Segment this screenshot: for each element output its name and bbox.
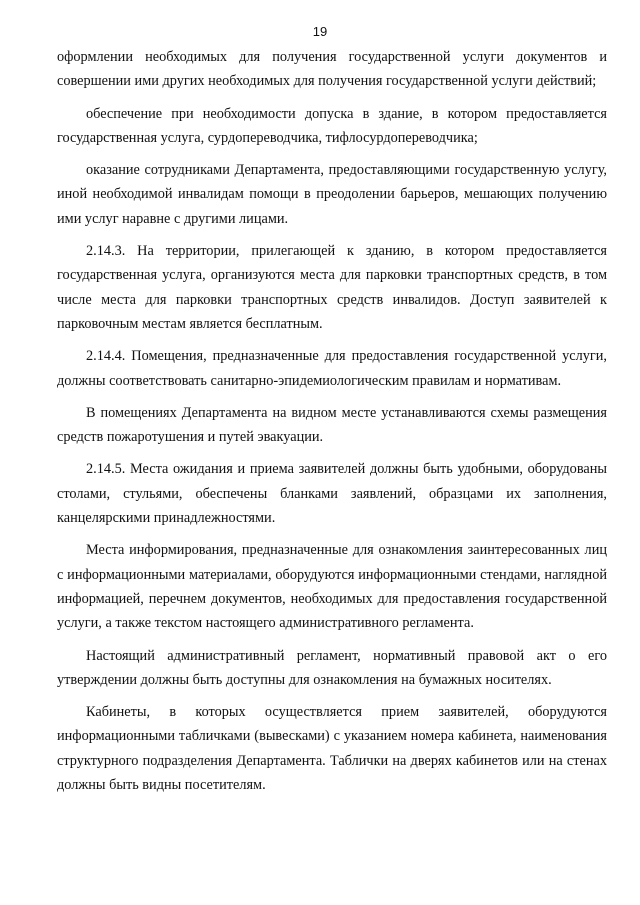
paragraph: обеспечение при необходимости допуска в здание, в котором предоставляется государственная услуга, сурдопереводчика, тифлосурдопереводчика;: [57, 105, 607, 146]
paragraph: В помещениях Департамента на видном месте устанавливаются схемы размещения средств пожаротушения и путей эвакуации.: [57, 404, 607, 446]
paragraph: оформлении необходимых для получения государственной услуги документов и совершении ими других необходимых для получения государственной услуги действий;: [57, 49, 607, 90]
paragraph: Кабинеты, в которых осуществляется прием заявителей, оборудуются информационными табличками (вывесками) с указанием номера кабинета, наименования структурного подразделения Департамента. Таблички на дверях кабинетов или на стенах должны быть видны посетителям.: [57, 704, 607, 794]
paragraph: 2.14.3. На территории, прилегающей к зданию, в котором предоставляется государственная услуга, организуются места для парковки транспортных средств, в том числе места для парковки транспортных средств инвалидов. Доступ заявителей к парковочным местам является бесплатным.: [57, 243, 607, 332]
paragraph: оказание сотрудниками Департамента, предоставляющими государственную услугу, иной необходимой инвалидам помощи в преодолении барьеров, мешающих получению ими услуг наравне с другими лицами.: [57, 162, 607, 227]
paragraph: Настоящий административный регламент, нормативный правовой акт о его утверждении должны быть доступны для ознакомления на бумажных носителях.: [57, 647, 607, 688]
document-body: [57, 45, 607, 805]
paragraph: Места информирования, предназначенные для ознакомления заинтересованных лиц с информационными материалами, оборудуются информационными стендами, наглядной информацией, перечнем документов, необходимых для предоставления государственной услуги, а также текстом настоящего административного регламента.: [57, 542, 607, 632]
page-number: 19: [312, 24, 328, 39]
paragraph: 2.14.4. Помещения, предназначенные для предоставления государственной услуги, должны соответствовать санитарно-эпидемиологическим правилам и нормативам.: [57, 348, 607, 389]
paragraph: 2.14.5. Места ожидания и приема заявителей должны быть удобными, оборудованы столами, стульями, обеспечены бланками заявлений, образцами их заполнения, канцелярскими принадлежностями.: [57, 461, 607, 527]
